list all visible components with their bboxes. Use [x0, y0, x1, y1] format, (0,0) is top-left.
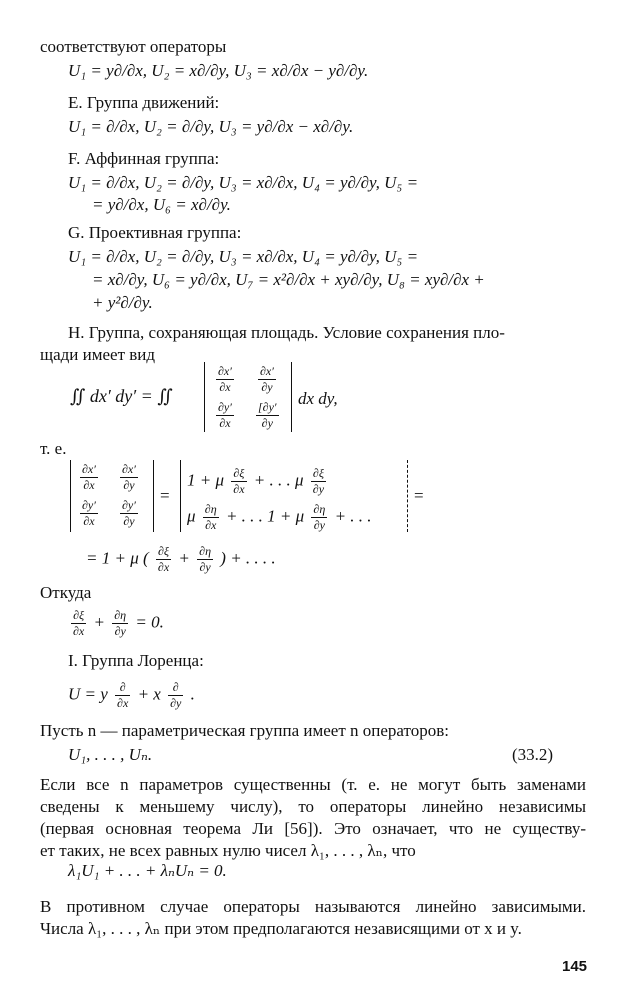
perturbed-determinant	[180, 460, 408, 532]
heading-area-group-line1: H. Группа, сохраняющая площадь. Условие сохранения пло-	[68, 323, 505, 342]
lorentz-d-dx: $\frac{\partial}{\partial x}$	[117, 680, 129, 710]
row2-mu: μ	[187, 506, 196, 526]
otkuda-label: Откуда	[40, 583, 92, 602]
heading-area-group-line2: щади имеет вид	[40, 345, 156, 364]
para1-line3: (первая основная теорема Ли [56]). Это означает, что не существу-	[40, 819, 586, 838]
equals-sign-2: =	[414, 486, 424, 505]
lorentz-d-dy: $\frac{\partial}{\partial y}$	[170, 680, 182, 710]
expansion-deta-dy: $\frac{\partial\eta}{\partial y}$	[199, 544, 212, 574]
heading-lorentz-group: I. Группа Лоренца:	[68, 651, 204, 670]
para1-line4: ет таких, не всех равных нулю чисел λ₁, . . . , λₙ, что	[40, 841, 416, 860]
lorentz-plus-x: + x	[137, 684, 161, 704]
intro-line: соответствуют операторы	[40, 37, 227, 56]
row2	[187, 502, 372, 533]
heading-affine-group: F. Аффинная группа:	[68, 149, 220, 168]
expansion-start: = 1 + μ (	[86, 548, 149, 568]
expansion-line	[86, 544, 276, 575]
equation-projective-line2: = x∂/∂y, U₆ = y∂/∂x, U₇ = x²∂/∂x + xy∂/∂y, U₈ = xy∂/∂x +	[92, 270, 485, 289]
operators-list: U₁, . . . , Uₙ.	[68, 745, 153, 764]
row2-tail: + . . .	[334, 506, 372, 526]
para1-line1: Если все n параметров существенны (т. е. не могут быть заменами	[40, 775, 586, 794]
para2-line2: Числа λ₁, . . . , λₙ при этом предполагаются независящими от x и y.	[40, 919, 522, 938]
equation-affine-line1: U₁ = ∂/∂x, U₂ = ∂/∂y, U₃ = x∂/∂x, U₄ = y∂/∂y, U₅ =	[68, 173, 419, 192]
heading-projective-group: G. Проективная группа:	[68, 223, 242, 242]
equation-number: (33.2)	[512, 745, 554, 764]
integral-lhs: ∬ dx′ dy′ = ∬	[70, 386, 173, 406]
equals-sign-1: =	[160, 486, 170, 505]
equation-projective-line3: + y²∂/∂y.	[92, 293, 153, 312]
lorentz-end: .	[190, 684, 195, 704]
para1-line2: сведены к меньшему числу), то операторы линейно независимы	[40, 797, 586, 816]
cond-dxi-dx: $\frac{\partial\xi}{\partial x}$	[73, 608, 85, 638]
row1-dxi-dy: $\frac{\partial\xi}{\partial y}$	[312, 466, 325, 496]
row1-one-plus-mu: 1 + μ	[187, 470, 225, 490]
equation-group-d: U₁ = y∂/∂x, U₂ = x∂/∂y, U₃ = x∂/∂x − y∂/∂y.	[68, 61, 369, 80]
row2-deta-dx: $\frac{\partial\eta}{\partial x}$	[204, 502, 217, 532]
expansion-plus: +	[178, 548, 190, 568]
jacobian-determinant-2	[70, 460, 154, 532]
jacobian-cell-12: $\frac{\partial x'}{\partial y}$	[260, 364, 274, 394]
area-condition	[68, 608, 164, 639]
jacobian-cell-21: $\frac{\partial y'}{\partial x}$	[218, 400, 232, 430]
row2-deta-dy: $\frac{\partial\eta}{\partial y}$	[313, 502, 326, 532]
cond-tail: = 0.	[135, 612, 164, 632]
lambda-equation: λ₁U₁ + . . . + λₙUₙ = 0.	[68, 861, 227, 880]
equation-affine-line2: = y∂/∂x, U₆ = x∂/∂y.	[92, 195, 231, 214]
det2-cell-11: $\frac{\partial x'}{\partial x}$	[82, 462, 96, 492]
det2-cell-21: $\frac{\partial y'}{\partial x}$	[82, 498, 96, 528]
heading-motion-group: E. Группа движений:	[68, 93, 220, 112]
jacobian-determinant	[204, 362, 292, 432]
jacobian-cell-22: $\frac{[\partial y'}{\partial y}$	[258, 400, 277, 430]
equation-projective-line1: U₁ = ∂/∂x, U₂ = ∂/∂y, U₃ = x∂/∂x, U₄ = y∂/∂y, U₅ =	[68, 247, 419, 266]
cond-deta-dy: $\frac{\partial\eta}{\partial y}$	[114, 608, 127, 638]
cond-plus: +	[93, 612, 105, 632]
integral-rhs: dx dy,	[298, 389, 338, 408]
row1-dxi-dx: $\frac{\partial\xi}{\partial x}$	[233, 466, 245, 496]
that-is-label: т. е.	[40, 439, 67, 458]
row2-dots: + . . . 1 + μ	[225, 506, 305, 526]
row1	[187, 466, 329, 497]
det2-cell-12: $\frac{\partial x'}{\partial y}$	[122, 462, 136, 492]
lorentz-u: U = y	[68, 684, 108, 704]
parametric-group-line: Пусть n — параметрическая группа имеет n операторов:	[40, 721, 449, 740]
lorentz-operator	[68, 680, 195, 711]
expansion-dxi-dx: $\frac{\partial\xi}{\partial x}$	[157, 544, 170, 574]
page-number: 145	[562, 958, 588, 975]
jacobian-cell-11: $\frac{\partial x'}{\partial x}$	[218, 364, 232, 394]
para2-line1: В противном случае операторы называются линейно зависимыми.	[40, 897, 586, 916]
equation-motion-group: U₁ = ∂/∂x, U₂ = ∂/∂y, U₃ = y∂/∂x − x∂/∂y.	[68, 117, 354, 136]
row1-dots: + . . . μ	[253, 470, 304, 490]
det2-cell-22: $\frac{\partial y'}{\partial y}$	[122, 498, 136, 528]
expansion-tail: ) + . . . .	[220, 548, 276, 568]
